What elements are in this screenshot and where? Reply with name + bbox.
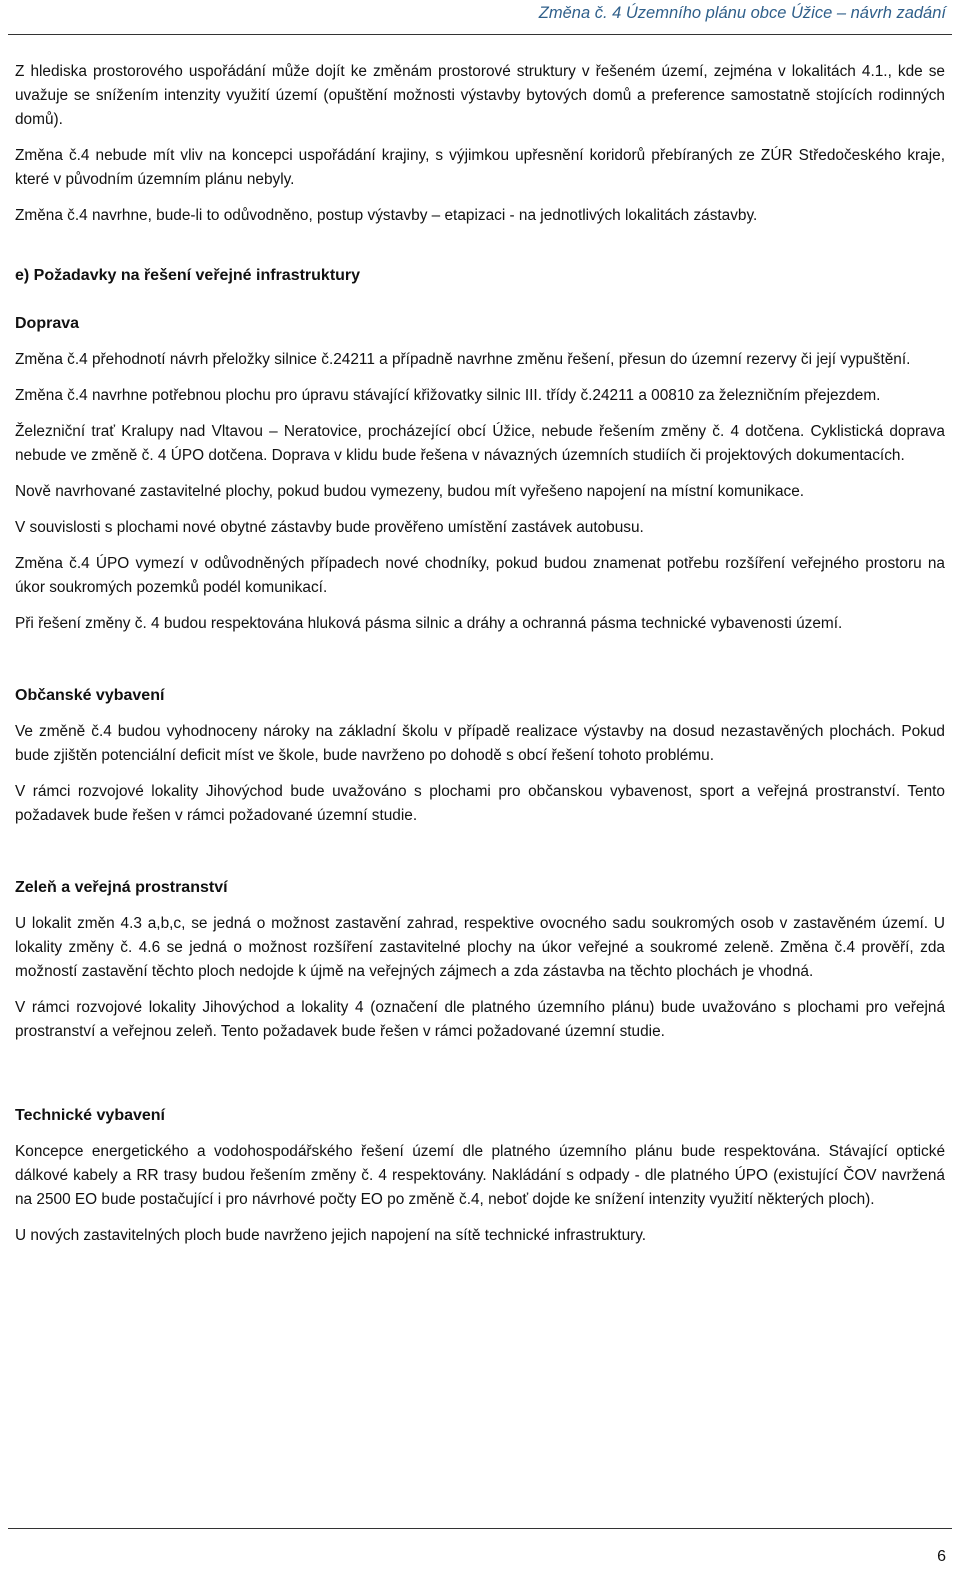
header-rule	[8, 34, 952, 35]
doprava-paragraph-6: Změna č.4 ÚPO vymezí v odůvodněných případech nové chodníky, pokud budou znamenat potřebu rozšíření veřejného prostoru na úkor soukromých pozemků podél komunikací.	[15, 555, 945, 596]
doprava-paragraph-2: Změna č.4 navrhne potřebnou plochu pro úpravu stávající křižovatky silnic III. třídy č.24211 a 00810 za železničním přejezdem.	[15, 387, 881, 404]
page-content	[15, 60, 945, 1260]
intro-paragraph-1: Z hlediska prostorového uspořádání může dojít ke změnám prostorové struktury v řešeném území, zejména v lokalitách 4.1., kde se uvažuje se snížením intenzity využití území (opuštění možnosti výstavby bytových domů a preference samostatně stojících rodinných domů).	[15, 63, 945, 128]
technicke-paragraph-1: Koncepce energetického a vodohospodářského řešení území dle platného územního plánu bude respektována. Stávající optické dálkové kabely a RR trasy budou řešením změny č. 4 respektovány. Nakládání s odpady - dle platného ÚPO (existující ČOV navržená na 2500 EO bude postačující i pro návrhové počty EO po změně č.4, neboť dojde ke snížení intenzity využití některých ploch).	[15, 1143, 945, 1208]
obcanske-heading: Občanské vybavení	[15, 687, 165, 704]
obcanske-paragraph-2: V rámci rozvojové lokality Jihovýchod bude uvažováno s plochami pro občanskou vybavenost, sport a veřejná prostranství. Tento požadavek bude řešen v rámci požadované územní studie.	[15, 783, 945, 824]
obcanske-paragraph-1: Ve změně č.4 budou vyhodnoceny nároky na základní školu v případě realizace výstavby na dosud nezastavěných plochách. Pokud bude zjištěn potenciální deficit míst ve škole, bude navrženo po dohodě s obcí řešení tohoto problému.	[15, 723, 945, 764]
technicke-paragraph-2: U nových zastavitelných ploch bude navrženo jejich napojení na sítě technické infrastruktury.	[15, 1227, 647, 1244]
doprava-paragraph-4: Nově navrhované zastavitelné plochy, pokud budou vymezeny, budou mít vyřešeno napojení na místní komunikace.	[15, 483, 805, 500]
running-header: Změna č. 4 Územního plánu obce Úžice – návrh zadání	[538, 4, 946, 22]
zelen-heading: Zeleň a veřejná prostranství	[15, 879, 228, 896]
zelen-paragraph-2: V rámci rozvojové lokality Jihovýchod a lokality 4 (označení dle platného územního plánu) bude uvažováno s plochami pro veřejná prostranství a veřejnou zeleň. Tento požadavek bude řešen v rámci požadované územní studie.	[15, 999, 945, 1040]
doprava-paragraph-3: Železniční trať Kralupy nad Vltavou – Neratovice, procházející obcí Úžice, nebude řešením změny č. 4 dotčena. Cyklistická doprava nebude ve změně č. 4 ÚPO dotčena. Doprava v klidu bude řešena v návazných územních studiích či projektových dokumentacích.	[15, 423, 945, 464]
footer-rule	[8, 1528, 952, 1529]
doprava-paragraph-1: Změna č.4 přehodnotí návrh přeložky silnice č.24211 a případně navrhne změnu řešení, přesun do územní rezervy či její vypuštění.	[15, 351, 911, 368]
technicke-heading: Technické vybavení	[15, 1107, 165, 1124]
section-e-heading: e) Požadavky na řešení veřejné infrastruktury	[15, 267, 361, 284]
intro-paragraph-3: Změna č.4 navrhne, bude-li to odůvodněno, postup výstavby – etapizaci - na jednotlivých lokalitách zástavby.	[15, 207, 758, 224]
intro-paragraph-2: Změna č.4 nebude mít vliv na koncepci uspořádání krajiny, s výjimkou upřesnění koridorů přebíraných ze ZÚR Středočeského kraje, které v původním územním plánu nebyly.	[15, 147, 945, 188]
zelen-paragraph-1: U lokalit změn 4.3 a,b,c, se jedná o možnost zastavění zahrad, respektive ovocného sadu soukromých osob v zastavěném území. U lokality změny č. 4.6 se jedná o možnost rozšíření zastavitelné plochy na úkor veřejné a soukromé zeleně. Změna č.4 prověří, zda možností zastavění těchto ploch nedojde k újmě na veřejných zájmech a zda zástavba na těchto plochách je vhodná.	[15, 915, 945, 980]
doprava-paragraph-7: Při řešení změny č. 4 budou respektována hluková pásma silnic a dráhy a ochranná pásma technické vybavenosti území.	[15, 615, 843, 632]
page-number: 6	[937, 1548, 946, 1565]
doprava-paragraph-5: V souvislosti s plochami nové obytné zástavby bude prověřeno umístění zastávek autobusu.	[15, 519, 644, 536]
doprava-heading: Doprava	[15, 315, 80, 332]
